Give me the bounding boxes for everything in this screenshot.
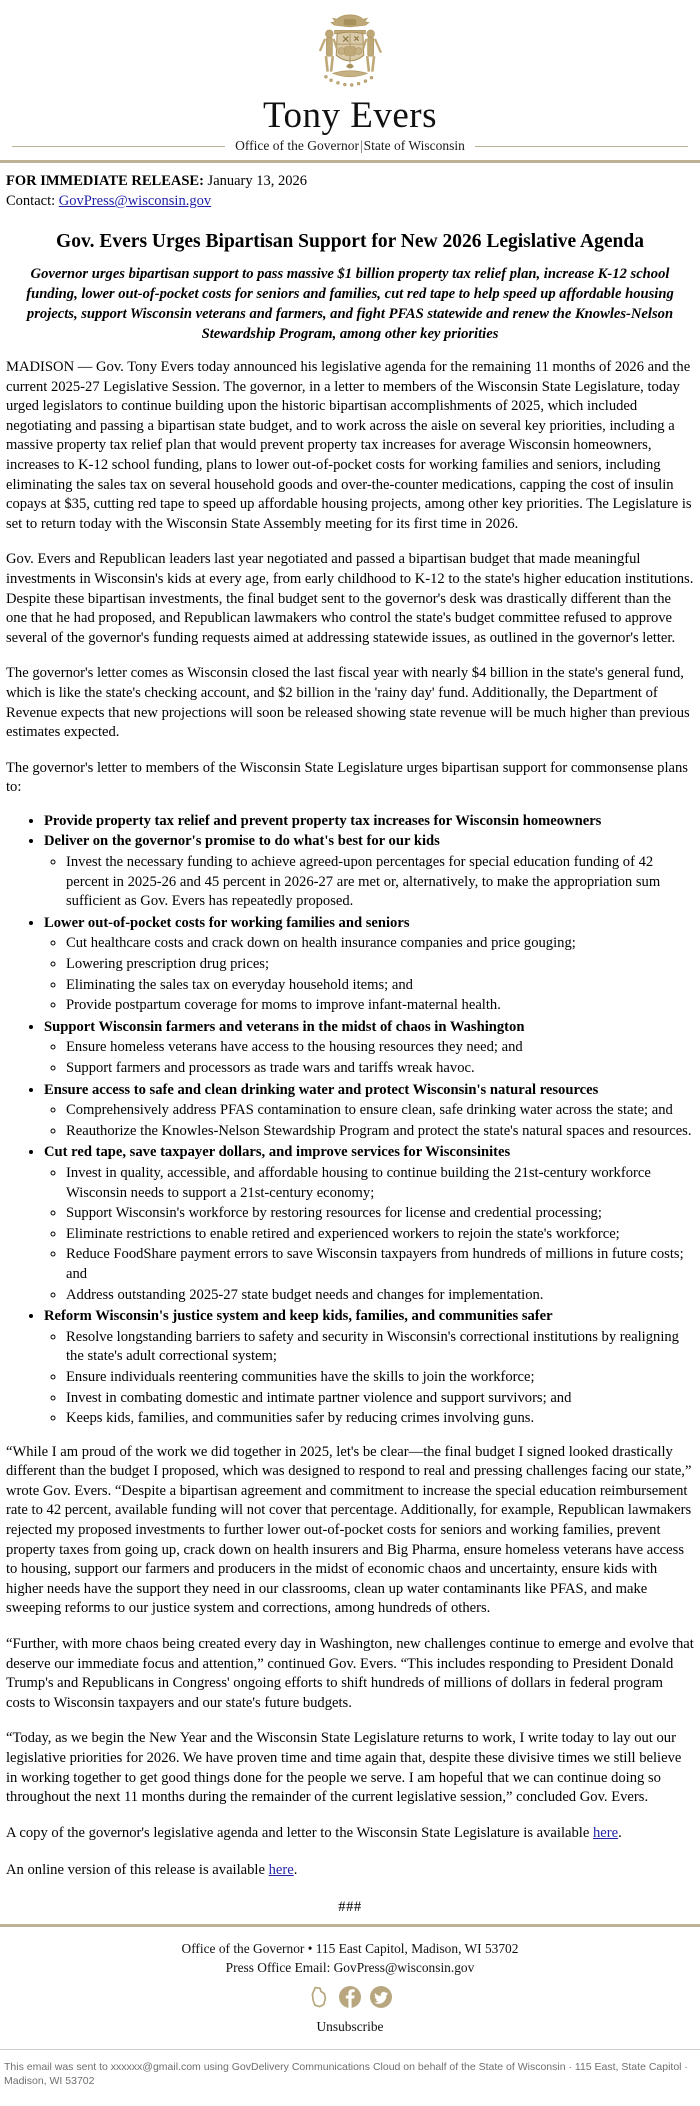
paragraph-4-intro: The governor's letter to members of the Wisconsin State Legislature urges bipartisan support for commonsense plans to: bbox=[6, 759, 688, 796]
masthead bbox=[0, 0, 700, 163]
priority-subitem: ◦ Resolve longstanding barriers to safety and security in Wisconsin's correctional institutions by realigning the state's adult correctional system; bbox=[66, 1328, 694, 1367]
priority-label: Cut red tape, save taxpayer dollars, and improve services for Wisconsinites bbox=[44, 1144, 511, 1161]
online-here-link[interactable]: here bbox=[268, 1862, 294, 1879]
release-content bbox=[0, 172, 700, 1916]
priority-subitem: ◦ Invest in combating domestic and intimate partner violence and support survivors; and bbox=[66, 1389, 694, 1409]
priority-label: Reform Wisconsin's justice system and keep kids, families, and communities safer bbox=[44, 1308, 553, 1325]
priority-subitems bbox=[44, 1328, 694, 1429]
priority-subitem: ◦ Ensure individuals reentering communities have the skills to join the workforce; bbox=[66, 1368, 694, 1388]
office-left-text: Office of the Governor bbox=[235, 138, 359, 153]
online-version-paragraph bbox=[6, 1861, 694, 1881]
priority-subitem: ◦ Comprehensively address PFAS contamination to ensure clean, safe drinking water across the state; and bbox=[66, 1101, 694, 1121]
priority-item bbox=[44, 914, 694, 1016]
unsubscribe-link-wrapper bbox=[0, 2019, 700, 2035]
online-text-before: An online version of this release is available bbox=[6, 1862, 269, 1879]
priority-subitem: ◦ Support farmers and processors as trade wars and tariffs wreak havoc. bbox=[66, 1059, 694, 1079]
priority-subitem: ◦ Lowering prescription drug prices; bbox=[66, 955, 694, 975]
priority-subitem: ◦ Eliminate restrictions to enable retired and experienced workers to rejoin the state's workforce; bbox=[66, 1225, 694, 1245]
priority-item bbox=[44, 1307, 694, 1429]
priority-subitem: ◦ Invest the necessary funding to achieve agreed-upon percentages for special education funding of 42 percent in 2025-26 and 45 percent in 2026-27 are met or, alternatively, to make the appropriation sum sufficient as Gov. Evers has repeatedly proposed. bbox=[66, 853, 694, 912]
priority-subitem: ◦ Reauthorize the Knowles-Nelson Stewardship Program and protect the state's natural spaces and resources. bbox=[66, 1122, 694, 1142]
footer-address: Office of the Governor • 115 East Capitol, Madison, WI 53702 bbox=[181, 1940, 519, 1956]
priority-subitems bbox=[44, 1164, 694, 1305]
priority-item bbox=[44, 812, 694, 832]
end-marker: ### bbox=[338, 1898, 362, 1915]
footer bbox=[0, 1927, 700, 2106]
wisconsin-outline-icon[interactable] bbox=[307, 1985, 331, 2009]
fineprint-text: This email was sent to xxxxxx@gmail.com using GovDelivery Communications Cloud on behalf of the State of Wisconsin · 115 East, State Capitol · Madison, WI 53702 bbox=[4, 2060, 688, 2087]
footer-press-email: Press Office Email: GovPress@wisconsin.gov bbox=[225, 1959, 475, 1975]
twitter-icon[interactable] bbox=[369, 1985, 393, 2009]
agenda-text-before: A copy of the governor's legislative agenda and letter to the Wisconsin State Legislature is available bbox=[6, 1824, 593, 1841]
priority-label: Ensure access to safe and clean drinking water and protect Wisconsin's natural resources bbox=[44, 1081, 599, 1098]
release-label: FOR IMMEDIATE RELEASE: bbox=[6, 173, 204, 189]
office-separator: | bbox=[359, 138, 363, 153]
priority-subitem: ◦ Cut healthcare costs and crack down on health insurance companies and price gouging; bbox=[66, 934, 694, 954]
priority-subitems bbox=[44, 1038, 694, 1078]
paragraph-6-quote: “Further, with more chaos being created every day in Washington, new challenges continue to emerge and evolve that deserve our immediate focus and attention,” continued Gov. Evers. “This includes responding to President Donald Trump's and Republicans in Congress' ongoing efforts to shift hundreds of millions of dollars in federal program costs to Wisconsin taxpayers and our state's future budgets. bbox=[6, 1636, 694, 1711]
priorities-list bbox=[6, 812, 694, 1429]
priority-label: Lower out-of-pocket costs for working families and seniors bbox=[44, 914, 410, 931]
paragraph-2: Gov. Evers and Republican leaders last year negotiated and passed a bipartisan budget that made meaningful investments in Wisconsin's kids at every age, from early childhood to K-12 to the state's higher education institutions. Despite these bipartisan investments, the final budget sent to the governor's desk was drastically different than the one that he had proposed, and Republican lawmakers who control the state's budget committee refused to approve several of the governor's funding requests aimed at addressing statewide issues, as outlined in the governor's letter. bbox=[6, 551, 694, 646]
paragraph-5-quote: “While I am proud of the work we did together in 2025, let's be clear—the final budget I signed looked drastically different than the budget I proposed, which was designed to respond to real and pressing challenges facing our state,” wrote Gov. Evers. “Despite a bipartisan agreement and commitment to increase the special education reimbursement rate to 42 percent, available funding will not cover that percentage. Additionally, for example, Republican lawmakers rejected my proposed investments to further lower out-of-pocket costs for seniors and working families, prevent property taxes from going up, crack down on health insurers and Big Pharma, ensure homeless veterans have access to housing, support our farmers and producers in the midst of economic chaos and uncertainty, ensure kids with higher needs have the support they need in our classrooms, clean up water contaminants like PFAS, and make sweeping reforms to our justice system and corrections, among hundreds of others. bbox=[6, 1443, 692, 1617]
priority-subitem: ◦ Provide postpartum coverage for moms to improve infant-maternal health. bbox=[66, 996, 694, 1016]
unsubscribe-link[interactable]: Unsubscribe bbox=[316, 2018, 384, 2034]
priority-subitem: ◦ Eliminating the sales tax on everyday household items; and bbox=[66, 976, 694, 996]
paragraph-1: MADISON — Gov. Tony Evers today announced his legislative agenda for the remaining 11 months of 2026 and the current 2025-27 Legislative Session. The governor, in a letter to members of the Wisconsin State Legislature, today urged legislators to continue building upon the historic bipartisan accomplishments of 2025, which included negotiating and passing a bipartisan state budget, and to work across the aisle on several key priorities, including a massive property tax relief plan that would prevent property tax increases for average Wisconsin homeowners, increases to K-12 school funding, plans to lower out-of-pocket costs for working families and seniors, including eliminating the sales tax on several household goods and over-the-counter medications, capping the cost of insulin copays at $35, cutting red tape to speed up affordable housing projects, among other key priorities. The Legislature is set to return today with the Wisconsin State Assembly meeting for its first time in 2026. bbox=[6, 359, 692, 532]
priority-item bbox=[44, 832, 694, 911]
office-right-text: State of Wisconsin bbox=[363, 138, 465, 153]
priority-item bbox=[44, 1018, 694, 1079]
paragraph-7-quote: “Today, as we begin the New Year and the Wisconsin State Legislature returns to work, I write today to lay out our legislative priorities for 2026. We have proven time and time again that, despite these divisive times we still believe in working together to get good things done for the people we serve. I am hopeful that we can continue doing so throughout the next 11 months during the remainder of the current legislative session,” concluded Gov. Evers. bbox=[6, 1730, 682, 1806]
release-date-line bbox=[6, 172, 694, 191]
agenda-here-link[interactable]: here bbox=[592, 1824, 619, 1841]
masthead-divider bbox=[0, 160, 700, 163]
social-links-row bbox=[0, 1985, 700, 2009]
rule-left bbox=[12, 146, 225, 147]
subheadline: Governor urges bipartisan support to pass massive $1 billion property tax relief plan, increase K-12 school funding, lower out-of-pocket costs for seniors and families, cut red tape to help speed up affordable housing projects, support Wisconsin veterans and farmers, and fight PFAS statewide and renew the Knowles-Nelson Stewardship Program, among other key priorities bbox=[26, 266, 674, 342]
priority-subitem: ◦ Ensure homeless veterans have access to the housing resources they need; and bbox=[66, 1038, 694, 1058]
priority-label: Deliver on the governor's promise to do what's best for our kids bbox=[44, 833, 440, 850]
priority-subitems bbox=[44, 853, 694, 912]
facebook-icon[interactable] bbox=[338, 1985, 362, 2009]
governor-name: Tony Evers bbox=[262, 95, 437, 136]
priority-item bbox=[44, 1081, 694, 1142]
contact-email-link[interactable]: GovPress@wisconsin.gov bbox=[58, 193, 212, 209]
priority-subitems bbox=[44, 1101, 694, 1141]
paragraph-3: The governor's letter comes as Wisconsin closed the last fiscal year with nearly $4 billion in the state's general fund, which is like the state's checking account, and $2 billion in the 'rainy day' fund. Additionally, the Department of Revenue expects that new projections will soon be released showing state revenue will be much higher than previous estimates expected. bbox=[6, 665, 690, 741]
rule-right bbox=[475, 146, 688, 147]
fineprint-divider bbox=[0, 2049, 700, 2050]
priority-subitems bbox=[44, 934, 694, 1015]
office-subtitle-row bbox=[0, 138, 700, 154]
priority-label: Provide property tax relief and prevent property tax increases for Wisconsin homeowners bbox=[44, 812, 602, 829]
contact-label: Contact: bbox=[6, 193, 59, 209]
priority-subitem: ◦ Support Wisconsin's workforce by restoring resources for license and credential processing; bbox=[66, 1204, 694, 1224]
priority-subitem: ◦ Keeps kids, families, and communities safer by reducing crimes involving guns. bbox=[66, 1409, 694, 1429]
agenda-link-paragraph bbox=[6, 1824, 694, 1844]
agenda-text-after: . bbox=[618, 1824, 622, 1841]
priority-subitem: ◦ Address outstanding 2025-27 state budget needs and changes for implementation. bbox=[66, 1286, 694, 1306]
online-text-after: . bbox=[293, 1862, 298, 1879]
contact-line bbox=[6, 192, 694, 211]
wisconsin-state-seal-icon bbox=[307, 8, 393, 94]
priority-item bbox=[44, 1143, 694, 1305]
office-subtitle bbox=[235, 138, 465, 154]
release-date: January 13, 2026 bbox=[203, 173, 308, 189]
priority-subitem: ◦ Reduce FoodShare payment errors to save Wisconsin taxpayers from hundreds of millions in future costs; and bbox=[66, 1245, 694, 1284]
page-title: Gov. Evers Urges Bipartisan Support for New 2026 Legislative Agenda bbox=[56, 231, 644, 252]
priority-subitem: ◦ Invest in quality, accessible, and affordable housing to continue building the 21st-century workforce Wisconsin needs to support a 21st-century economy; bbox=[66, 1164, 694, 1203]
priority-label: Support Wisconsin farmers and veterans in the midst of chaos in Washington bbox=[44, 1018, 525, 1035]
